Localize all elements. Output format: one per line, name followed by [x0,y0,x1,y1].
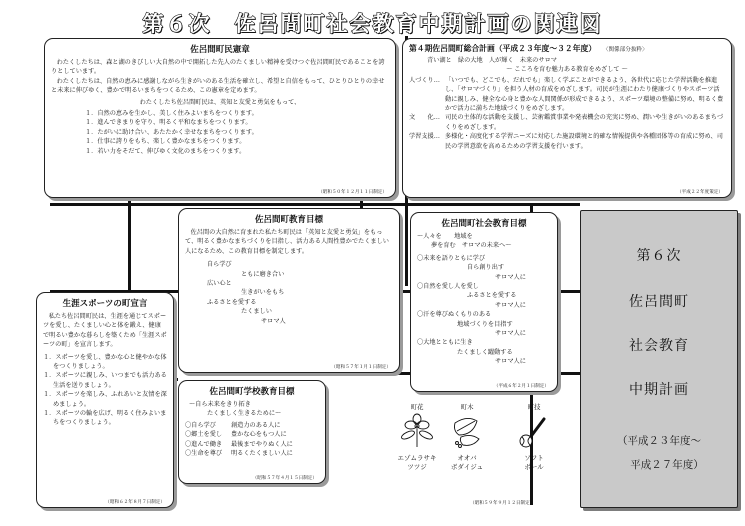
social-goal-item: ふるさとを愛する [467,292,517,300]
social-education-goal-box [410,212,558,392]
school-goal-item: 最後までやりぬく人に [231,440,293,448]
town-tree-emblem [445,402,489,471]
social-goal-item: 〇未来を語りともに学び [417,254,486,262]
social-goal-date-note: （平成６年２月１日制定） [493,384,549,389]
plan-subslogan: 〜 こころを育む魅力ある教育をめざして 〜 [506,66,628,74]
plan-title-line: 中期計画 [629,382,689,398]
sports-item: １．スポーツを楽しみ、ふれあいと友情を深めましょう。 [43,391,167,408]
plan-slogan: 青い湖と 緑の大地 人が輝く 未来のサロマ [427,57,557,64]
school-goal-motto: 〜自ら未来をきり拓き [189,401,251,408]
goal-line: ふるさとを愛する [207,298,257,306]
social-goal-item: 〇自然を愛し人を愛し [417,283,479,291]
town-flower-name: ツツジ [407,463,427,471]
charter-paragraph: わたくしたちは、自然の恵みに感謝しながら生きがいのある生活を確立し、希望と自信をもって、ひとりひとりの幸せと未来に伸びゆく、豊かで明るいまちをつくるため、この憲章を定めます。 [51,77,385,95]
social-goal-item: 地域づくりを目指す [457,320,513,328]
connector-line [50,203,580,206]
school-goal-motto: たくましく生きるために〜 [207,410,282,418]
comprehensive-date-note: （平成２２年度策定） [677,190,723,195]
emblem-date-note: （昭和５９年９月１２日制定） [470,501,535,506]
goal-line: 生きがいをもち [241,289,285,297]
social-goal-item: たくましく躍動する [457,348,513,356]
sports-declaration-text: 私たち佐呂間町民は、生涯を通じてスポーツを愛し、たくましい心と体を鍛え、健康で明るい豊かな暮らしを築くため「生涯スポーツの町」を宣言します。 [43,313,167,349]
social-goal-motto: 〜人々を 地域を [417,233,473,240]
town-charter-box [44,38,396,198]
charter-item: １．仕事に誇りをもち、楽しく豊かなまちをつくります。 [85,138,246,146]
social-goal-item: サロマ人に [495,273,526,281]
school-goal-item: 〇郷土を愛し [185,431,223,439]
sports-date-note: （昭和６２年８月７日制定） [105,500,165,505]
social-goal-item: 〇大地とともに生き [417,339,473,347]
plan-title-line: 佐呂間町 [629,294,689,310]
school-goal-item: 豊かな心をもつ人に [231,431,287,439]
goal-line: ともに磨き合い [241,270,285,278]
sports-declaration-box [36,292,174,508]
social-goal-item: 自ら創り出す [467,264,505,272]
flower-icon [397,411,437,451]
row-label: 文 化… [409,114,440,122]
school-goal-item: 創造力のある人に [231,421,281,429]
town-sport-name: ソフト [524,454,544,462]
town-sport-name: ボール [524,463,544,471]
plan-title-line: 第６次 [636,248,682,264]
goal-line: サロマ人 [261,317,286,325]
town-tree-name: ボダイジュ [450,463,484,471]
school-education-goal-box [178,380,326,484]
town-sport-emblem [512,402,556,471]
softball-icon [514,411,554,451]
row-label: 人づくり… [409,76,440,84]
page-title: 第６次 佐呂間町社会教育中期計画の関連図 [142,12,603,36]
sports-item: １．スポーツの輪を広げ、明るく住みよいまちをつくりましょう。 [43,410,167,427]
social-goal-motto: 夢を育む サロマの未来へ〜 [431,242,512,250]
town-flower-name: エゾムラサキ [397,454,437,462]
social-goal-item: 〇汗を尊びぬくもりのある [417,311,492,319]
leaf-icon [447,411,487,451]
school-education-goal-title: 佐呂間町学校教育目標 [209,387,295,397]
row-text: 多様化・高度化する学習ニーズに対応した施設環境と的確な情報提供や各種団体等の育成に努め、司民の学習意欲を高めるための学習支援を行います。 [445,133,723,150]
comprehensive-plan-box [402,38,732,198]
charter-paragraph: わたくしたちは、森と湖のきびしい大自然の中で開拓した先人のたくましい精神を受けつぐ佐呂間町民であることを誇りとしています。 [51,59,385,76]
row-label: 学習支援… [409,133,440,141]
plan-period: （平成２３年度〜 [617,435,701,447]
row-text: 「いつでも、どこでも、だれでも」楽しく学ぶことができるよう、各世代に応じた学習活動を推進し、「サロマづくり」を担う人材の育成をめざします。司民が生涯にわたり健康づくりやスポーツ活動に親しみ、健全な心身と豊かな人間関係が形成できるよう、スポーツ環境の整備に努め、明るく豊かで活力に満ちた地域づくりをめざします。 [445,76,724,113]
goal-line: 広い心と [207,280,232,288]
charter-item: １．たがいに助け合い、あたたかく幸せなまちをつくります。 [85,128,258,136]
town-flower-emblem [395,402,439,471]
excerpt-note: 〈関係部分抜粋〉 [602,47,648,53]
sixth-plan-panel [580,210,738,508]
education-goal-title: 佐呂間町教育目標 [254,215,323,225]
sports-item: １．スポーツに親しみ、いつまでも活力ある生活を送りましょう。 [43,372,167,389]
sports-item: １．スポーツを愛し、豊かな心と健やかな体をつくりましょう。 [43,353,167,371]
charter-item: １．若い力をそだて、伸びゆく文化のまちをつくります。 [85,147,246,155]
school-goal-item: 〇自ら学び [185,421,216,429]
row-text: 司民の主体的な活動を支援し、芸術鑑賞事業や発表機会の充実に努め、潤いや生きがいのあるまちづくりをめざします。 [445,114,724,131]
social-education-goal-title: 佐呂間町社会教育目標 [441,219,527,229]
education-goal-text: 佐呂間の大自然に育まれた私たち町民は「英知と友愛と勇気」をもって、明るく豊かなまちづくりを目指し、活力ある人間性豊かでたくましい人になるため、この教育目標を制定します。 [185,229,389,255]
school-goal-item: 明るくたくましい人に [231,450,293,458]
school-goal-item: 〇生命を尊び [185,450,223,458]
goal-line: たくましい [241,308,272,316]
charter-item: １．進んできまりを守り、明るく平和なまちをつくります。 [85,119,252,127]
plan-period: 平成２７年度） [630,459,704,471]
comprehensive-plan-title: 第４期佐呂間町総合計画（平成２３年度〜３２年度） [409,44,597,53]
sports-declaration-title: 生涯スポーツの町宣言 [62,299,148,309]
education-goal-date-note: （昭和５７年１月１日制定） [331,365,391,370]
connector-line [128,199,131,295]
charter-date-note: （昭和５０年１２月１１日制定） [318,190,387,195]
town-tree-name: オオバ [457,454,477,462]
charter-item: １．自然の恵みを生かし、美しく住みよいまちをつくります。 [85,110,258,118]
plan-title-line: 社会教育 [629,338,689,354]
social-goal-item: サロマ人に [495,301,526,309]
town-flower-label: 町花 [410,403,424,411]
school-goal-item: 〇進んで働き [185,440,223,448]
school-goal-date-note: （昭和５７年４月１５日制定） [252,476,317,481]
social-goal-item: サロマ人に [495,358,526,366]
social-goal-item: サロマ人に [495,330,526,338]
education-goal-box [178,208,400,373]
town-charter-title: 佐呂間町民憲章 [190,45,250,55]
goal-line: 自ら学び [207,261,232,269]
town-sport-label: 町技 [527,403,541,411]
town-tree-label: 町木 [460,403,474,411]
charter-lead: わたくしたち佐呂間町民は、英知と友愛と勇気をもって、 [139,98,301,106]
